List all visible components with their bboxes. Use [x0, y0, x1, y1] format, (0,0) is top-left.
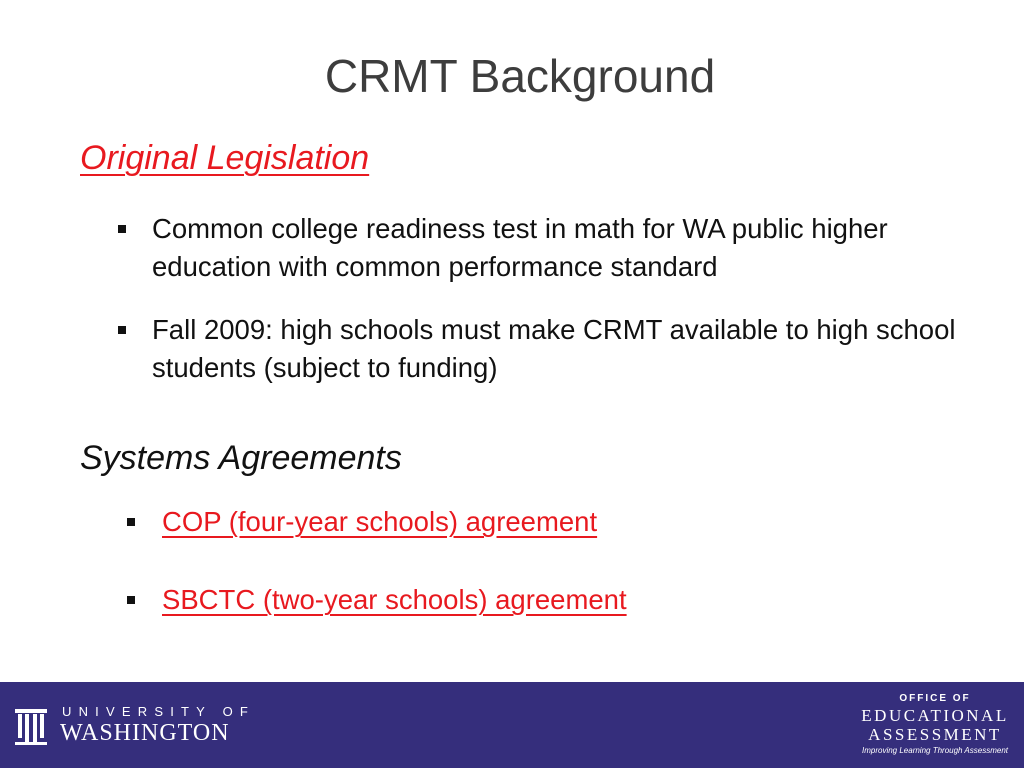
footer-bar	[0, 682, 1024, 768]
oea-line1-text: EDUCATIONAL	[861, 706, 1009, 725]
sbctc-agreement-link[interactable]: SBCTC (two-year schools) agreement	[162, 584, 627, 615]
uw-logo-top-text: UNIVERSITY OF	[62, 704, 256, 719]
bullet-item	[152, 210, 1002, 286]
uw-logo	[14, 704, 254, 752]
section-heading-original-legislation[interactable]: Original Legislation	[80, 139, 370, 177]
uw-w-mark-icon	[14, 706, 48, 746]
bullet-item	[162, 503, 597, 541]
cop-agreement-link[interactable]: COP (four-year schools) agreement	[162, 506, 598, 537]
bullet-marker	[118, 225, 126, 233]
oea-office-text: OFFICE OF	[899, 693, 971, 704]
oea-line2-text: ASSESSMENT	[868, 725, 1002, 744]
bullet-text: Common college readiness test in math for WA public higher education with common performance standard	[152, 213, 888, 282]
oea-tagline-text: Improving Learning Through Assessment	[862, 746, 1008, 755]
bullet-item	[152, 311, 1002, 387]
oea-logo	[860, 692, 1010, 757]
bullet-item	[162, 581, 627, 619]
uw-logo-bottom-text: WASHINGTON	[60, 720, 230, 746]
bullet-marker	[118, 326, 126, 334]
bullet-marker	[127, 596, 135, 604]
bullet-text: Fall 2009: high schools must make CRMT available to high school students (subject to funding)	[152, 314, 956, 383]
bullet-marker	[127, 518, 135, 526]
slide-title: CRMT Background	[324, 50, 716, 102]
section-heading-systems-agreements: Systems Agreements	[80, 439, 402, 477]
